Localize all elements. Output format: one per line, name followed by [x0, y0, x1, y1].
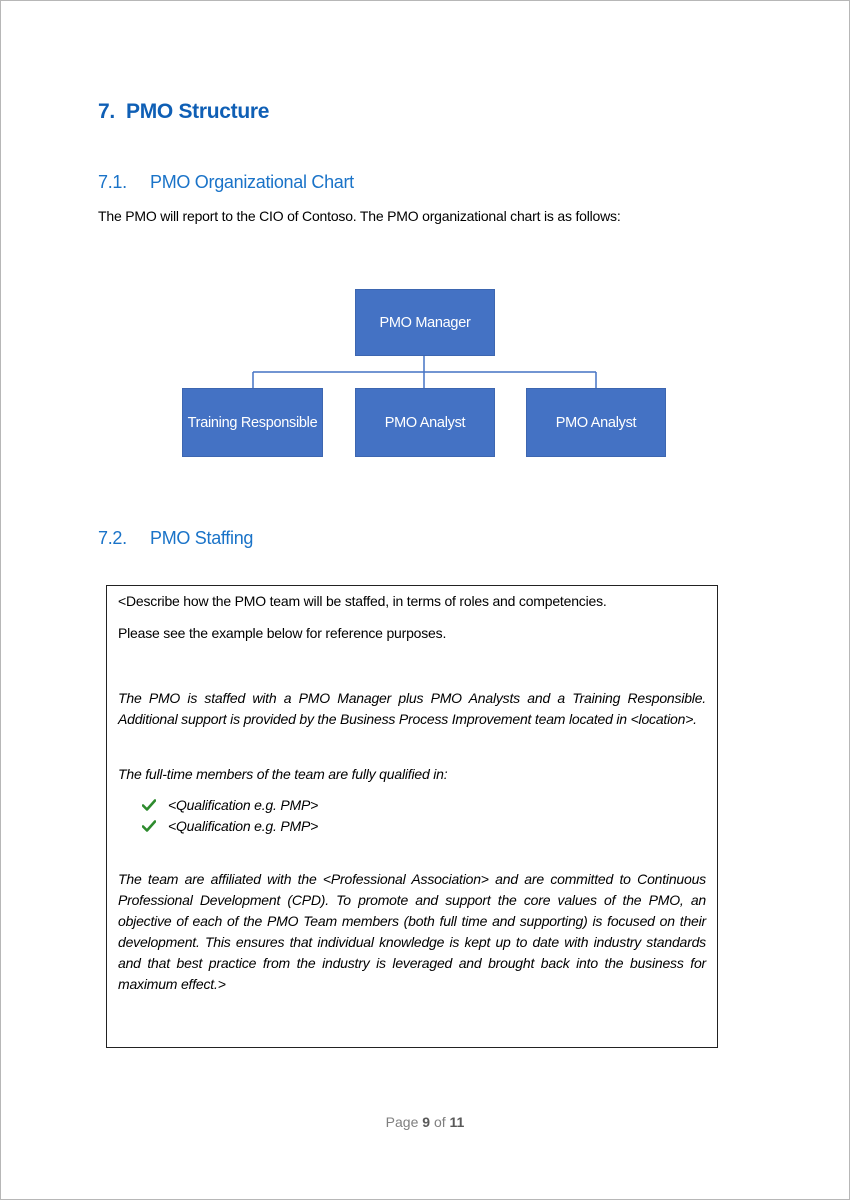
checkmark-icon [142, 799, 156, 811]
connector-lines [253, 356, 596, 388]
of-label: of [433, 1114, 446, 1130]
section-title: PMO Structure [126, 100, 270, 123]
subsection-number: 7.2. [98, 528, 127, 548]
org-chart-intro: The PMO will report to the CIO of Contoso. The PMO organizational chart is as follows: [98, 208, 621, 224]
section-number: 7. [98, 100, 115, 123]
staffing-instruction: <Describe how the PMO team will be staffed, in terms of roles and competencies. [118, 593, 607, 609]
reference-note: Please see the example below for reference purposes. [118, 625, 447, 641]
qualification-item [142, 818, 318, 834]
page-total: 11 [449, 1114, 465, 1130]
org-box-pmo-analyst: PMO Analyst [355, 388, 495, 457]
qualified-intro: The full-time members of the team are fully qualified in: [118, 766, 448, 782]
qualification-text: <Qualification e.g. PMP> [168, 797, 319, 813]
page-footer [0, 1114, 850, 1130]
page-label: Page [385, 1114, 419, 1130]
example-paragraph: The PMO is staffed with a PMO Manager plus PMO Analysts and a Training Responsible. Additional support is provided by the Business Process Improvement team located in <location>. [118, 690, 706, 727]
qualification-text: <Qualification e.g. PMP> [168, 818, 319, 834]
subsection-title: PMO Organizational Chart [150, 172, 354, 192]
subsection-title: PMO Staffing [150, 528, 254, 548]
org-box-training-responsible: Training Responsible [182, 388, 323, 457]
page-current: 9 [422, 1114, 431, 1130]
cpd-paragraph: The team are affiliated with the <Professional Association> and are committed to Continuous Professional Development (CPD). To promote and support the core values of the PMO, an objective of each of the PMO Team members (both full time and supporting) is focused on their development. This ensures that individual knowledge is kept up to date with industry standards and that best practice from the industry is leveraged and brought back into the business for maximum effect.> [118, 871, 706, 992]
subsection-heading-staffing [98, 528, 253, 549]
org-box-pmo-manager: PMO Manager [355, 289, 495, 356]
checkmark-icon [142, 820, 156, 832]
org-box-pmo-analyst: PMO Analyst [526, 388, 666, 457]
subsection-number: 7.1. [98, 172, 127, 192]
qualification-item [142, 797, 318, 813]
